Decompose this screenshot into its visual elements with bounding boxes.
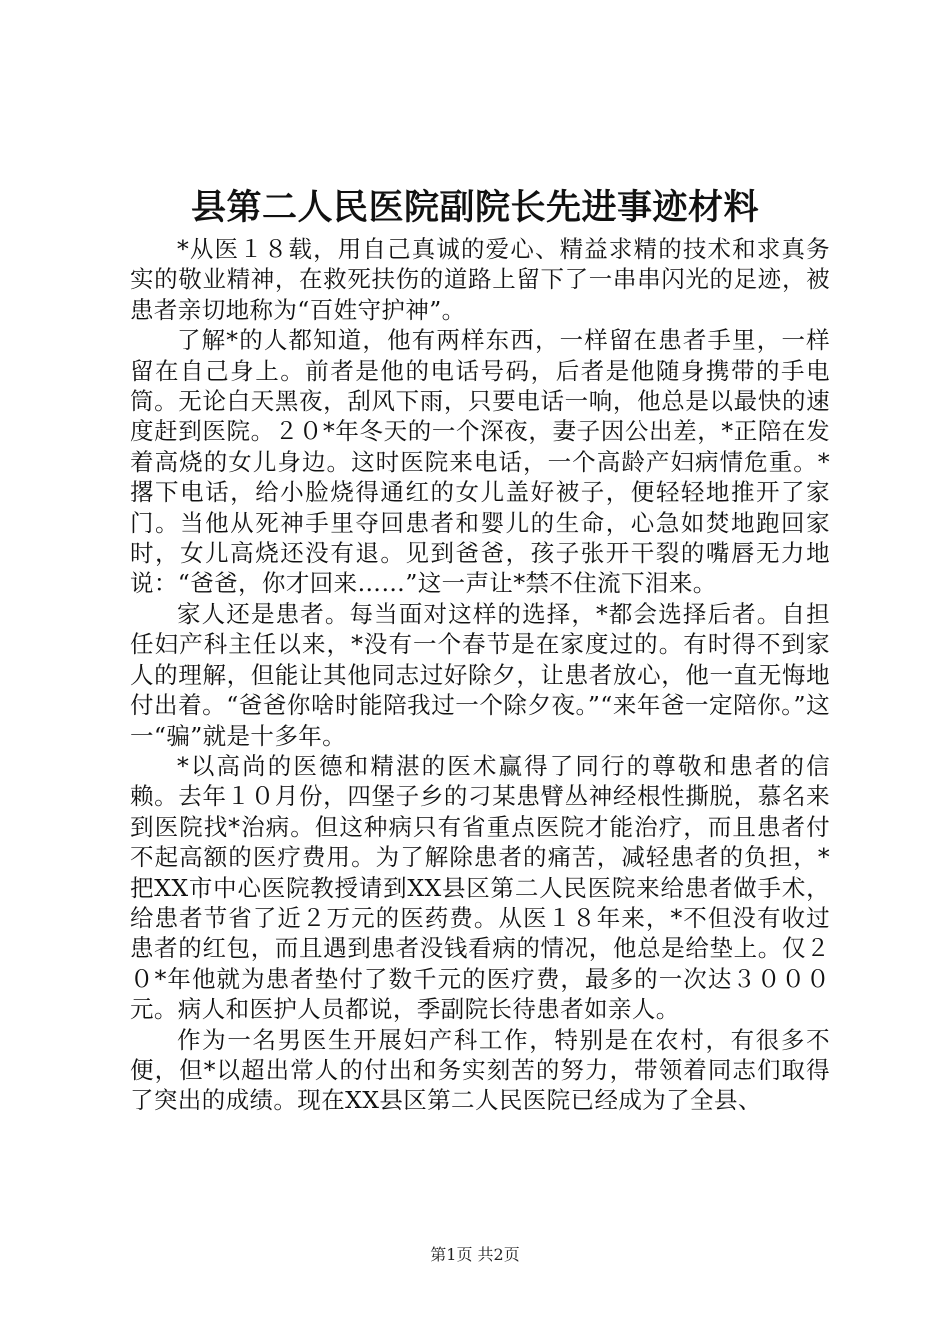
document-title: 县第二人民医院副院长先进事迹材料 (190, 187, 759, 228)
paragraph: 作为一名男医生开展妇产科工作，特别是在农村，有很多不便，但*以超出常人的付出和务实刻苦的努力，带领着同志们取得了突出的成绩。现在XX县区第二人民医院已经成为了全县、 (130, 1025, 830, 1115)
paragraph: 了解*的人都知道，他有两样东西，一样留在患者手里，一样留在自己身上。前者是他的电话号码，后者是他随身携带的手电筒。无论白天黑夜，刮风下雨，只要电话一响，他总是以最快的速度赶到医院。２０*年冬天的一个深夜，妻子因公出差，*正陪在发着高烧的女儿身边。这时医院来电话，一个高龄产妇病情危重。*撂下电话，给小脸烧得通红的女儿盖好被子，便轻轻地推开了家门。当他从死神手里夺回患者和婴儿的生命，心急如焚地跑回家时，女儿高烧还没有退。见到爸爸，孩子张开干裂的嘴唇无力地说：“爸爸，你才回来……”这一声让*禁不住流下泪来。 (130, 326, 830, 598)
paragraph: 家人还是患者。每当面对这样的选择，*都会选择后者。自担任妇产科主任以来，*没有一个春节是在家度过的。有时得不到家人的理解，但能让其他同志过好除夕，让患者放心，他一直无悔地付出着。“爸爸你啥时能陪我过一个除夕夜。”“来年爸一定陪你。”这一“骗”就是十多年。 (130, 599, 830, 750)
paragraph: *从医１８载，用自己真诚的爱心、精益求精的技术和求真务实的敬业精神，在救死扶伤的道路上留下了一串串闪光的足迹，被患者亲切地称为“百姓守护神”。 (130, 235, 830, 324)
page-number-footer: 第1页 共2页 (430, 1245, 520, 1264)
paragraph: *以高尚的医德和精湛的医术赢得了同行的尊敬和患者的信赖。去年１０月份，四堡子乡的刁某患臂丛神经根性撕脱，慕名来到医院找*治病。但这种病只有省重点医院才能治疗，而且患者付不起高额的医疗费用。为了解除患者的痛苦，减轻患者的负担，*把XX市中心医院教授请到XX县区第二人民医院来给患者做手术，给患者节省了近２万元的医药费。从医１８年来，*不但没有收过患者的红包，而且遇到患者没钱看病的情况，他总是给垫上。仅２０*年他就为患者垫付了数千元的医疗费，最多的一次达３０００元。病人和医护人员都说，季副院长待患者如亲人。 (130, 751, 830, 1024)
document-body (130, 234, 830, 1116)
